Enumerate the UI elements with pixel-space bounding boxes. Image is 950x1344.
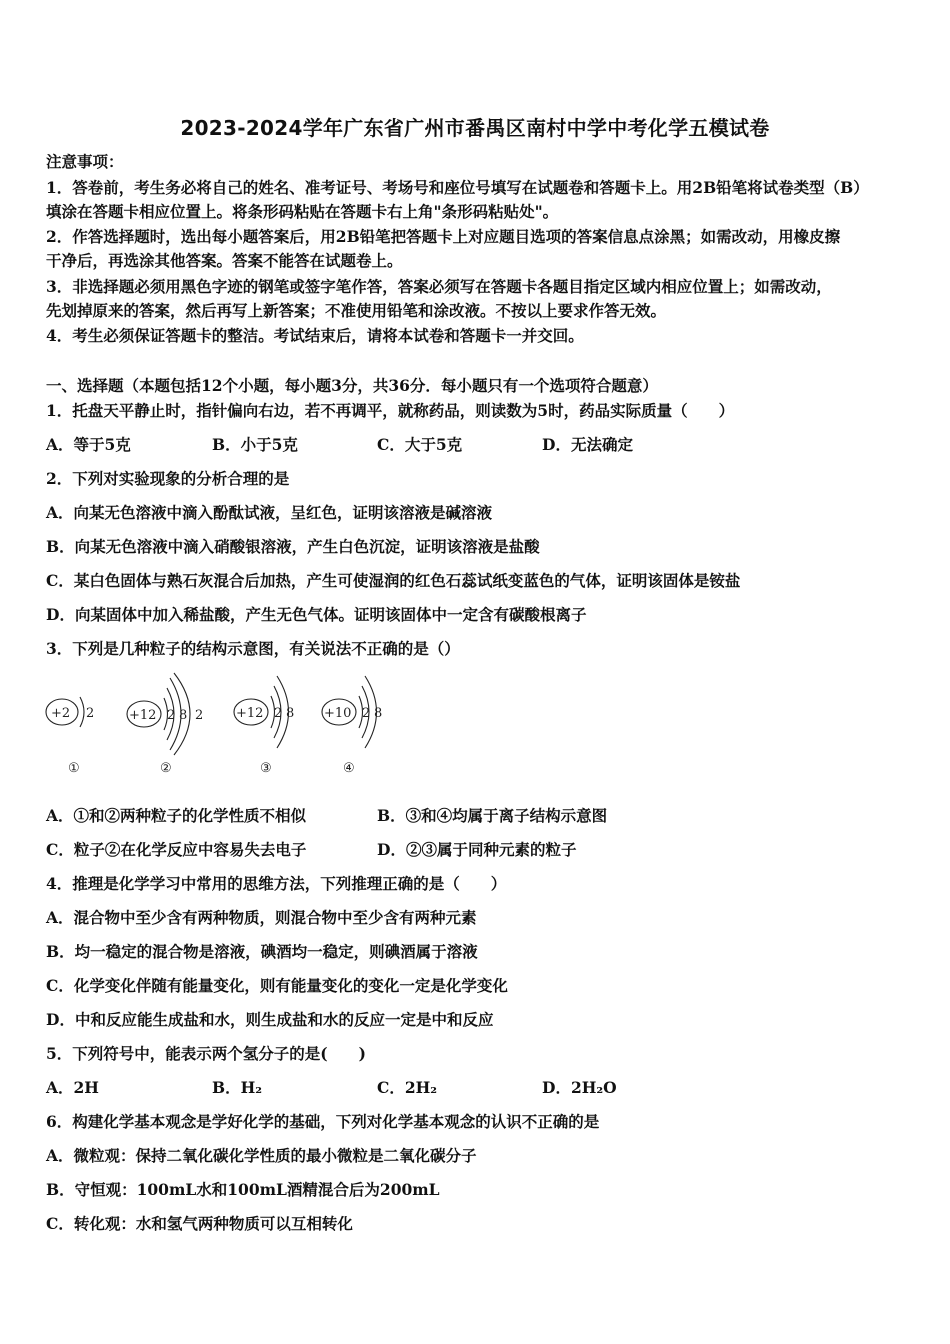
q4-option-b: B．均一稳定的混合物是溶液，碘酒均一稳定，则碘酒属于溶液 xyxy=(46,942,478,961)
q6-option-c: C．转化观：水和氢气两种物质可以互相转化 xyxy=(46,1214,353,1233)
q2-option-b: B．向某无色溶液中滴入硝酸银溶液，产生白色沉淀，证明该溶液是盐酸 xyxy=(46,537,540,556)
particle-label: ② xyxy=(160,761,172,776)
notice-line: 1．答卷前，考生务必将自己的姓名、准考证号、考场号和座位号填写在试题卷和答题卡上。用2B铅笔将试卷类型（B） xyxy=(46,178,869,197)
nucleus-charge: +12 xyxy=(236,706,264,721)
q4-option-d: D．中和反应能生成盐和水，则生成盐和水的反应一定是中和反应 xyxy=(46,1010,494,1029)
q2-option-c: C．某白色固体与熟石灰混合后加热，产生可使湿润的红色石蕊试纸变蓝色的气体，证明该固体是铵盐 xyxy=(46,571,741,590)
q1-option-a: A．等于5克 xyxy=(46,435,131,454)
q3-option-c: C．粒子②在化学反应中容易失去电子 xyxy=(46,840,307,859)
shell-electrons: 2 xyxy=(362,706,371,721)
question-2-stem: 2．下列对实验现象的分析合理的是 xyxy=(46,469,290,488)
q5-option-d: D．2H₂O xyxy=(542,1078,617,1097)
section-heading: 一、选择题（本题包括12个小题，每小题3分，共36分．每小题只有一个选项符合题意） xyxy=(46,376,658,395)
question-4-stem: 4．推理是化学学习中常用的思维方法，下列推理正确的是（ ） xyxy=(46,874,507,893)
particle-label: ③ xyxy=(260,761,272,776)
notice-line: 先划掉原来的答案，然后再写上新答案；不准使用铅笔和涂改液。不按以上要求作答无效。 xyxy=(46,301,667,320)
q3-option-b: B．③和④均属于离子结构示意图 xyxy=(377,806,608,825)
notice-line: 3．非选择题必须用黑色字迹的钢笔或签字笔作答，答案必须写在答题卡各题目指定区域内相应位置上；如需改动， xyxy=(46,277,832,296)
question-1-stem: 1．托盘天平静止时，指针偏向右边，若不再调平，就称药品，则读数为5时，药品实际质量（ ） xyxy=(46,401,735,420)
shell-electrons: 2 xyxy=(195,708,204,723)
q3-option-d: D．②③属于同种元素的粒子 xyxy=(377,840,577,859)
shell-electrons: 2 xyxy=(86,706,95,721)
particle-label: ④ xyxy=(343,761,355,776)
nucleus-charge: +12 xyxy=(129,708,157,723)
nucleus-charge: +10 xyxy=(324,706,352,721)
shell-electrons: 8 xyxy=(286,706,295,721)
q5-option-b: B．H₂ xyxy=(212,1078,263,1097)
notice-line: 2．作答选择题时，选出每小题答案后，用2B铅笔把答题卡上对应题目选项的答案信息点涂黑；如需改动，用橡皮擦 xyxy=(46,227,841,246)
q6-option-b: B．守恒观：100mL水和100mL酒精混合后为200mL xyxy=(46,1180,440,1199)
q2-option-d: D．向某固体中加入稀盐酸，产生无色气体。证明该固体中一定含有碳酸根离子 xyxy=(46,605,587,624)
shell-electrons: 2 xyxy=(274,706,283,721)
atomic-structure-figure xyxy=(40,670,460,790)
q5-option-c: C．2H₂ xyxy=(377,1078,438,1097)
shell-electrons: 2 xyxy=(167,708,176,723)
shell-electrons: 8 xyxy=(374,706,383,721)
notice-heading: 注意事项： xyxy=(46,152,124,171)
notice-line: 填涂在答题卡相应位置上。将条形码粘贴在答题卡右上角"条形码粘贴处"。 xyxy=(46,202,559,221)
q1-option-c: C．大于5克 xyxy=(377,435,463,454)
q4-option-a: A．混合物中至少含有两种物质，则混合物中至少含有两种元素 xyxy=(46,908,477,927)
q6-option-a: A．微粒观：保持二氧化碳化学性质的最小微粒是二氧化碳分子 xyxy=(46,1146,477,1165)
question-5-stem: 5．下列符号中，能表示两个氢分子的是( ) xyxy=(46,1044,366,1063)
page-title: 2023-2024学年广东省广州市番禺区南村中学中考化学五模试卷 xyxy=(180,116,770,140)
notice-line: 干净后，再选涂其他答案。答案不能答在试题卷上。 xyxy=(46,251,403,270)
shell-electrons: 8 xyxy=(179,708,188,723)
electron-shell-arc xyxy=(80,697,84,727)
question-6-stem: 6．构建化学基本观念是学好化学的基础，下列对化学基本观念的认识不正确的是 xyxy=(46,1112,600,1131)
q2-option-a: A．向某无色溶液中滴入酚酞试液，呈红色，证明该溶液是碱溶液 xyxy=(46,503,493,522)
particle-label: ① xyxy=(68,761,80,776)
q5-option-a: A．2H xyxy=(46,1078,99,1097)
q4-option-c: C．化学变化伴随有能量变化，则有能量变化的变化一定是化学变化 xyxy=(46,976,508,995)
question-3-stem: 3．下列是几种粒子的结构示意图，有关说法不正确的是（） xyxy=(46,639,460,658)
nucleus-charge: +2 xyxy=(51,706,71,721)
notice-line: 4．考生必须保证答题卡的整洁。考试结束后，请将本试卷和答题卡一并交回。 xyxy=(46,326,584,345)
q3-option-a: A．①和②两种粒子的化学性质不相似 xyxy=(46,806,307,825)
q1-option-b: B．小于5克 xyxy=(212,435,298,454)
q1-option-d: D．无法确定 xyxy=(542,435,633,454)
